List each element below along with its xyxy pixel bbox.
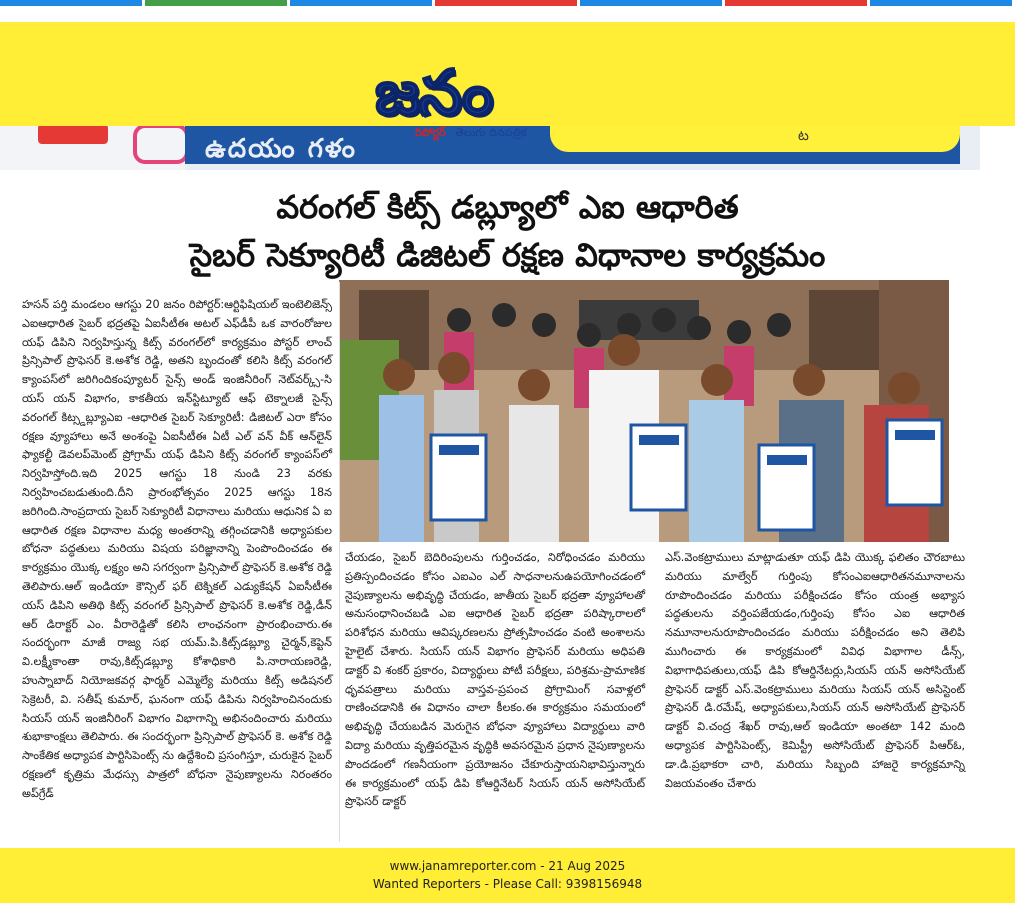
banner-text: ఉదయం గళం [205,134,357,164]
footer-website: www.janamreporter.com - 21 Aug 2025 [389,859,626,873]
page-footer [0,848,1015,903]
instagram-icon [133,124,189,164]
masthead [0,22,1015,139]
youtube-icon [38,124,108,144]
headline-line-1: వరంగల్ కిట్స్ డబ్ల్యూలో ఎఐ ఆధారిత [276,188,739,226]
headline-line-2: సైబర్ సెక్యూరిటీ డిజిటల్ రక్షణ విధానాల కార్యక్రమం [189,236,826,274]
tab-color-3 [290,0,432,6]
tab-color-4 [435,0,577,6]
footer-wanted-reporters: Wanted Reporters - Please Call: 9398156948 [372,877,643,891]
article-column-1: హసన్ పర్తి మండలం ఆగస్టు 20 జనం రిపోర్టర్:ఆర్టిఫిషియల్ ఇంటెలిజెన్స్ ఎఐఆధారిత సైబర్ భద్రతపై ఏఐసీటీఈ అటల్ ఎఫ్‌డీపీ ఒక వారంరోజుల యఫ్ డిపిని నిర్వహిస్తున్న కిట్స్ వరంగల్‌లో కార్యక్రమం పోస్టర్ లాంచ్ ప్రిన్సిపాల్ ప్రొఫెసర్ కె.అశోక రెడ్డి, అతని బృందంతో కలిసి కిట్స్ వరంగల్ క్యాంపస్‌లో జరిగిందికంప్యూటర్ సైన్స్ అండ్ ఇంజినీరింగ్ నెట్‌వర్క్స్-సి యస్ యన్ విభాగం, కాకతీయ ఇన్‌స్టిట్యూట్ ఆఫ్ టెక్నాలజీ సైన్స్ వరంగల్ కిట్స్డబ్ల్యూఎఐ -ఆధారిత సైబర్ సెక్యూరిటీ: డిజిటల్ ఎరా కోసం రక్షణ వ్యూహాలు అనే అంశంపై ఏఐసీటీఈ ఏటీ ఎల్ వన్ వీక్ ఆన్‌లైన్ ఫ్యాకల్టీ డెవలప్‌మెంట్ ప్రోగ్రామ్ యఫ్ డిపిని కిట్స్ వరంగల్ క్యాంపస్‌లో నిర్వహిస్తోంది.ఇది 2025 ఆగస్టు 18 నుండి 23 వరకు నిర్వహించబడుతుంది.దీని ప్రారంభోత్సవం 2025 ఆగస్టు 18న జరిగింది.సాంప్రదాయ సైబర్ సెక్యూరిటీ విధానాలు మరియు ఆధునిక ఏ ఐ ఆధారిత రక్షణ విధానాల మధ్య అంతరాన్ని తగ్గించడానికి అధ్యాపకుల బోధనా పద్ధతులు మరియు విషయ పరిజ్ఞానాన్ని పెంపొందించడం ఈ కార్యక్రమం యొక్క లక్ష్యం అని సగర్వంగా ప్రిన్సిపాల్ ప్రొఫెసర్ కె.అశోక రెడ్డి తెలిపారు.ఆల్ ఇండియా కౌన్సిల్ ఫర్ టెక్నికల్ ఎడ్యుకేషన్ ఏఐసీటీఈ యస్ డిపిని అతిథి కిట్స్ వరంగల్ ప్రిన్సిపాల్ ప్రొఫెసర్ కె.అశోక రెడ్డి,డీన్ ఆర్ డిరాక్టర్ ఎం. వీరారెడ్డితో కలిసి లాంఛనంగా ప్రారంభించారు.ఈ సందర్భంగా మాజీ రాజ్య సభ యమ్.పి.కిట్స్‌డబ్ల్యూ చైర్మన్,కెప్టెన్ వి.లక్ష్మీకాంతా రావు,కిట్స్‌డబ్ల్యూ కోశాధికారి పి.నారాయణరెడ్డి, హుస్నాబాద్ నియోజకవర్గ ఫార్మర్ ఎమ్మెల్యే మరియు కిట్స్ అడిషనల్ సెక్రెటరీ, వి. సతీష్ కుమార్, ఘనంగా యఫ్ డిపిను నిర్వహించినందుకు సియస్ యన్ ఇంజినీరింగ్ విభాగం విభాగాన్ని అభినందించారు మరియు శుభాకాంక్షలు తెలిపారు. ఈ సందర్భంగా ప్రిన్సిపాల్ ప్రొఫెసర్ కె. అశోక రెడ్డి సాంకేతిక అధ్యాపక పార్టిసిపెంట్స్ ను ఉద్దేశించి ప్రసంగిస్తూ, చురుకైన సైబర్ రక్షణలో కృత్రిమ మేధస్సు పాత్రలో బోధనా నైపుణ్యాలను నిరంతరం అప్‌గ్రేడ్ [22,298,332,800]
banner-yellow-panel: ట [550,120,960,152]
right-margin [980,126,1015,906]
logo-sub-daily: తెలుగు దినపత్రిక [455,126,527,139]
tab-color-7 [870,0,1012,6]
logo-subtitle [415,126,527,142]
tab-color-2 [145,0,287,6]
top-tab-strip [0,0,1015,6]
masthead-logo [375,56,585,142]
article-column-3: ఎస్.వెంకట్రాములు మాట్లాడుతూ యఫ్ డిపి యొక్క ఫలితం చౌరబాటు మరియు మాల్వేర్ గుర్తింపు కోసంఎఐఆధారితనమూనాలను రూపొందించడం మరియు పరీక్షించడం కోసం యంత్ర అభ్యాస పద్ధతులను వర్తింపజేయడం,గుర్తింపు కోసం ఎఐ ఆధారిత నమూనాలనురూపొందించడం మరియు పరీక్షించడం అని తెలిపి ముగించారు ఈ కార్యక్రమంలో వివిధ విభాగాల డీన్స్, విభాగాధిపతులు,యఫ్ డిపి కోఆర్డినేటర్లు,సియస్ యన్ అసోసియేట్ ప్రొఫెసర్ డాక్టర్ ఎస్.వెంకట్రాములు మరియు సియస్ యన్ అసిస్టెంట్ ప్రొఫెసర్ డి.రమేష్, అధ్యాపకులు,సియస్ యన్ అసోసియేట్ ప్రొఫెసర్ డాక్టర్ వి.చంద్ర శేఖర్ రావు,ఆల్ ఇండియా అంతటా 142 మంది అధ్యాపక పార్టిసిపెంట్స్, కెమిస్ట్రీ అసోసియేట్ ప్రొఫెసర్ పిఆర్ఓ, డా.డి.ప్రభాకరా చారి, మరియు సిబ్బంది హాజరై కార్యక్రమాన్ని విజయవంతం చేశారు [665,551,965,790]
logo-text: జనం [375,56,492,129]
article-headline [0,186,1015,276]
logo-sub-reporter: రిపోర్టర్ [415,126,446,139]
tab-color-6 [725,0,867,6]
event-photo [339,280,949,542]
group-photo-illustration [339,280,949,542]
tab-color-1 [0,0,142,6]
article-column-2: చేయడం, సైబర్ బెదిరింపులను గుర్తించడం, నిరోధించడం మరియు ప్రతిస్పందించడం కోసం ఎఐఎం ఎల్ సాధనాలనుఉపయోగించడంలో నైపుణ్యాలను అభివృద్ధి చేయడం, జాతీయ సైబర్ భద్రతా వ్యూహాలతో అనుసంధానించబడి ఎఐ ఆధారిత సైబర్ భద్రతా పరిష్కారాలలో పరిశోధన మరియు ఆవిష్కరణలను ప్రోత్సహించడం వంటి అంశాలను హైలైట్ చేశారు. సియస్ యన్ విభాగం ప్రొఫెసర్ మరియు అధిపతి డాక్టర్ వి శంకర్ ప్రకారం, విద్యార్థులు పోటీ పరీక్షలు, పరిశ్రమ-ప్రామాణిక ధృవపత్రాలు మరియు వాస్తవ-ప్రపంచ ప్రోగ్రామింగ్ సవాళ్లలో రాణించడానికి ఈ విధానం చాలా కీలకం.ఈ కార్యక్రమం సమయంలో అభివృద్ధి చేయబడిన మెరుగైన బోధనా వ్యూహాలు విద్యార్థులు వారి విద్యా మరియు వృత్తిపరమైన వృద్ధికి అవసరమైన ప్రధాన నైపుణ్యాలను పొందడంలో గణనీయంగా ప్రయోజనం చేకూరుస్తాయనిభావిస్తున్నారు ఈ కార్యక్రమంలో యఫ్ డిపి కోఆర్డినేటర్ సియస్ యన్ అసోసియేట్ ప్రొఫెసర్ డాక్టర్ [345,551,645,809]
tab-color-5 [580,0,722,6]
column-divider [339,282,340,842]
